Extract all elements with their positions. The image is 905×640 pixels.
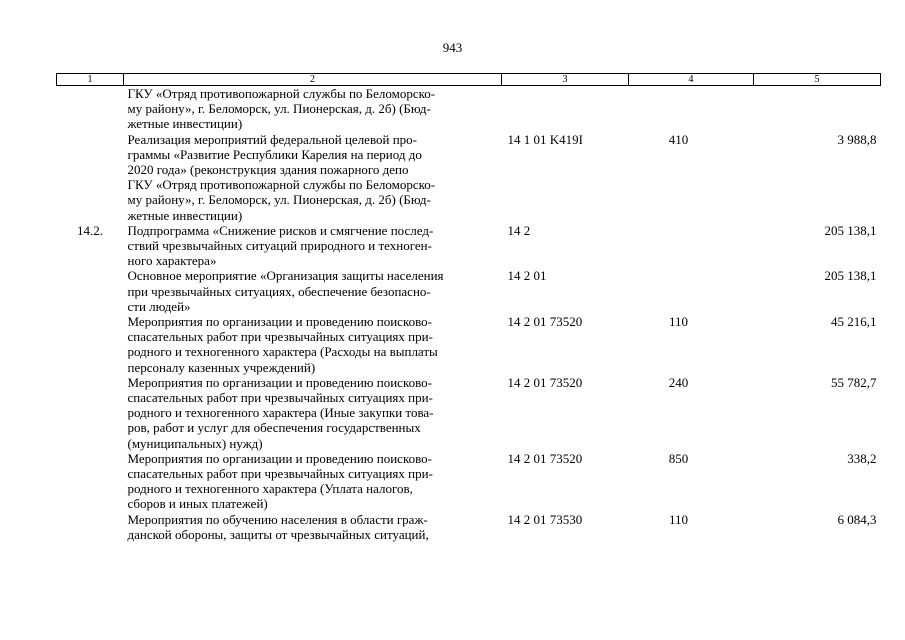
description-line: му району», г. Беломорск, ул. Пионерская, д. 2б) (Бюд- [127, 101, 431, 117]
row-description [124, 451, 502, 512]
row-amount: 55 782,7 [831, 374, 877, 390]
description-line: Мероприятия по обучению населения в области граж- [127, 511, 428, 527]
row-expense-type: 240 [668, 374, 689, 390]
row-amount: 3 988,8 [837, 131, 877, 147]
description-line: Реализация мероприятий федеральной целевой про- [127, 131, 417, 147]
row-amount: 338,2 [847, 450, 877, 466]
row-number [57, 314, 124, 375]
description-line: жетные инвестиции) [127, 116, 243, 132]
row-amount: 6 084,3 [837, 511, 877, 527]
row-code [502, 86, 629, 132]
description-line: граммы «Развитие Республики Карелия на период до [127, 146, 422, 162]
description-line: му району», г. Беломорск, ул. Пионерская, д. 2б) (Бюд- [127, 192, 431, 208]
row-code: 14 2 01 73520 [507, 314, 583, 330]
header-col-5: 5 [754, 74, 881, 86]
row-code: 14 2 [507, 222, 531, 238]
description-line: 2020 года» (реконструкция здания пожарного депо [127, 162, 409, 178]
table-body [57, 86, 881, 543]
row-description [124, 268, 502, 314]
row-number [57, 451, 124, 512]
description-line: (муниципальных) нужд) [127, 435, 263, 451]
row-description [124, 86, 502, 132]
table-row [57, 223, 881, 269]
description-line: при чрезвычайных ситуациях, обеспечение безопасно- [127, 283, 431, 299]
row-description [124, 512, 502, 542]
row-amount [754, 86, 881, 132]
row-number [57, 132, 124, 223]
description-line: родного и техногенного характера (Расходы на выплаты [127, 344, 438, 360]
row-number [57, 86, 124, 132]
table-row [57, 268, 881, 314]
header-col-1: 1 [57, 74, 124, 86]
description-line: сти людей» [127, 298, 191, 314]
description-line: Мероприятия по организации и проведению поисково- [127, 450, 432, 466]
description-line: Мероприятия по организации и проведению поисково- [127, 374, 432, 390]
row-description [124, 132, 502, 223]
row-expense-type: 850 [668, 450, 689, 466]
row-code: 14 2 01 73520 [507, 450, 583, 466]
table-header [57, 74, 881, 86]
description-line: ного характера» [127, 253, 217, 269]
row-description [124, 375, 502, 451]
description-line: Подпрограмма «Снижение рисков и смягчение послед- [127, 222, 434, 238]
row-description [124, 223, 502, 269]
row-description [124, 314, 502, 375]
description-line: родного и техногенного характера (Иные закупки това- [127, 405, 434, 421]
row-amount: 45 216,1 [831, 314, 877, 330]
page-number: 943 [442, 40, 463, 55]
description-line: ров, работ и услуг для обеспечения государственных [127, 420, 421, 436]
description-line: спасательных работ при чрезвычайных ситуациях при- [127, 329, 433, 345]
row-number [57, 375, 124, 451]
description-line: данской обороны, защиты от чрезвычайных ситуаций, [127, 526, 429, 542]
description-line: персоналу казенных учреждений) [127, 359, 316, 375]
row-amount: 205 138,1 [824, 268, 877, 284]
budget-table [56, 73, 881, 542]
row-expense-type [629, 223, 754, 269]
description-line: родного и техногенного характера (Уплата налогов, [127, 481, 413, 497]
table-row [57, 314, 881, 375]
description-line: Мероприятия по организации и проведению поисково- [127, 314, 432, 330]
row-code: 14 2 01 73530 [507, 511, 583, 527]
table-row [57, 132, 881, 223]
row-expense-type: 410 [668, 131, 689, 147]
row-number [57, 268, 124, 314]
row-expense-type [629, 268, 754, 314]
description-line: ГКУ «Отряд противопожарной службы по Беломорско- [127, 86, 436, 101]
header-col-2: 2 [124, 74, 502, 86]
row-code: 14 2 01 [507, 268, 547, 284]
row-number: 14.2. [77, 222, 103, 238]
description-line: спасательных работ при чрезвычайных ситуациях при- [127, 390, 433, 406]
row-expense-type: 110 [668, 511, 689, 527]
header-col-4: 4 [629, 74, 754, 86]
row-expense-type: 110 [668, 314, 689, 330]
table-row [57, 86, 881, 132]
description-line: жетные инвестиции) [127, 207, 243, 223]
header-col-3: 3 [502, 74, 629, 86]
table-row [57, 375, 881, 451]
table-row [57, 451, 881, 512]
header-row [57, 74, 881, 86]
row-number [57, 512, 124, 542]
description-line: спасательных работ при чрезвычайных ситуациях при- [127, 466, 433, 482]
row-expense-type [629, 86, 754, 132]
description-line: ГКУ «Отряд противопожарной службы по Беломорско- [127, 177, 436, 193]
description-line: сборов и иных платежей) [127, 496, 268, 512]
row-code: 14 2 01 73520 [507, 374, 583, 390]
description-line: Основное мероприятие «Организация защиты населения [127, 268, 444, 284]
description-line: ствий чрезвычайных ситуаций природного и техноген- [127, 238, 432, 254]
row-amount: 205 138,1 [824, 222, 877, 238]
table-row [57, 512, 881, 542]
row-code: 14 1 01 K419I [507, 131, 583, 147]
